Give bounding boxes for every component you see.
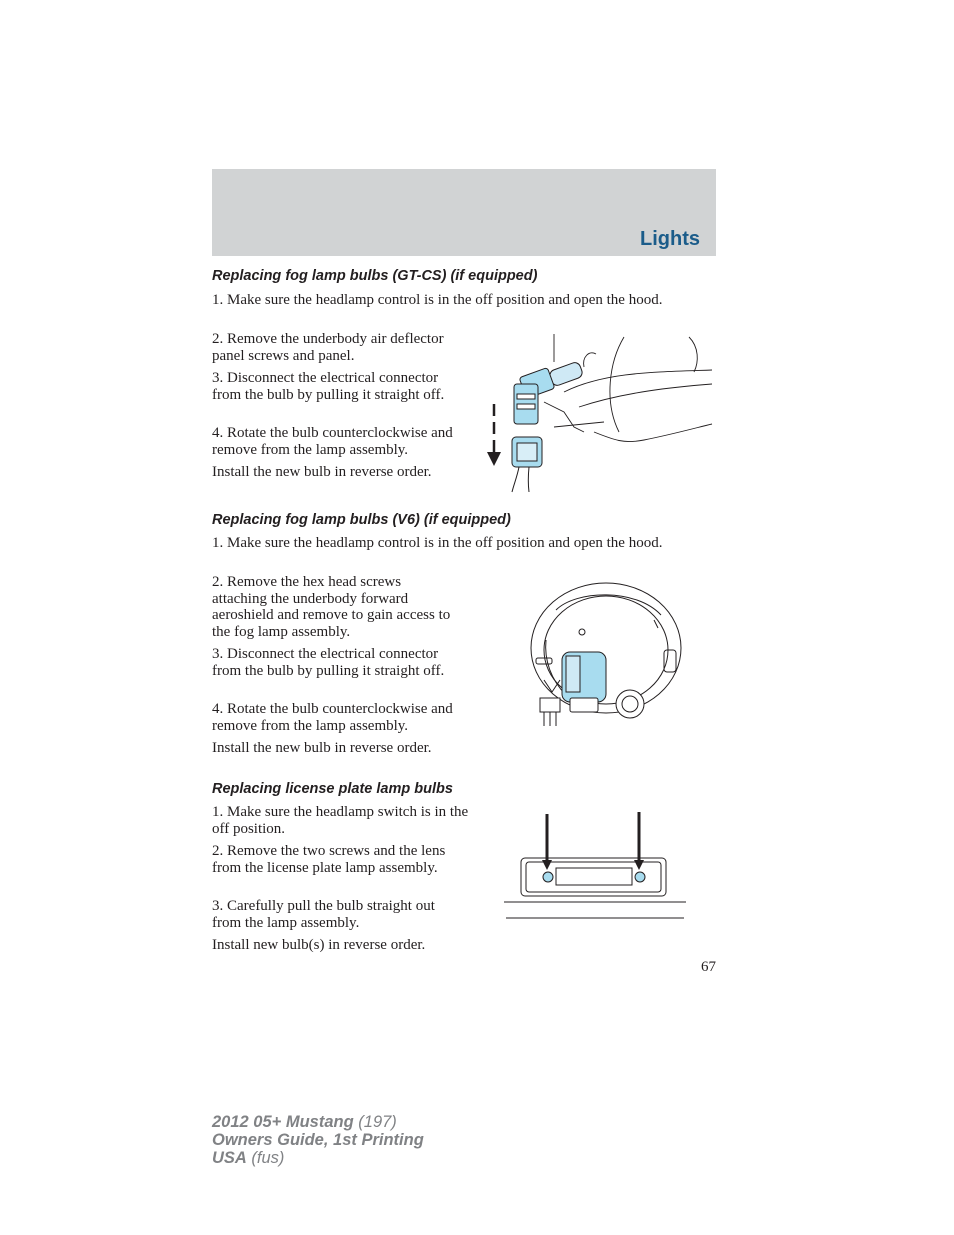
gtcs-step-install: Install the new bulb in reverse order.	[212, 464, 432, 480]
v6-step-1: 1. Make sure the headlamp control is in the off position and open the hood.	[212, 535, 663, 551]
section-title-v6: Replacing fog lamp bulbs (V6) (if equipped)	[212, 512, 511, 528]
footer-model: 2012 05+ Mustang	[212, 1113, 354, 1131]
gtcs-step-1: 1. Make sure the headlamp control is in the off position and open the hood.	[212, 292, 663, 308]
gtcs-step-4: 4. Rotate the bulb counterclockwise and remove from the lamp assembly.	[212, 425, 453, 458]
footer-market-code: (fus)	[246, 1149, 285, 1167]
v6-step-install: Install the new bulb in reverse order.	[212, 740, 432, 756]
gtcs-fog-lamp-illustration	[484, 332, 716, 494]
gtcs-step-3: 3. Disconnect the electrical connector from the bulb by pulling it straight off.	[212, 370, 445, 403]
footer-market: USA	[212, 1149, 247, 1167]
section-title-license: Replacing license plate lamp bulbs	[212, 781, 453, 797]
license-step-3: 3. Carefully pull the bulb straight out from the lamp assembly.	[212, 898, 435, 931]
v6-step-4: 4. Rotate the bulb counterclockwise and remove from the lamp assembly.	[212, 701, 453, 734]
page-number: 67	[701, 959, 716, 975]
footer-model-code: (197)	[353, 1113, 397, 1131]
license-step-1: 1. Make sure the headlamp switch is in the off position.	[212, 804, 469, 837]
v6-step-2: 2. Remove the hex head screws attaching the underbody forward aeroshield and remove to gain access to the fog lamp assembly.	[212, 574, 451, 640]
footer-line-2	[212, 1131, 424, 1149]
chapter-header-band	[212, 169, 716, 256]
license-step-2: 2. Remove the two screws and the lens from the license plate lamp assembly.	[212, 843, 446, 876]
chapter-title: Lights	[640, 228, 700, 250]
v6-step-3: 3. Disconnect the electrical connector from the bulb by pulling it straight off.	[212, 646, 445, 679]
footer-guide: Owners Guide, 1st Printing	[212, 1131, 424, 1149]
v6-fog-lamp-illustration	[526, 580, 684, 732]
section-title-gtcs: Replacing fog lamp bulbs (GT-CS) (if equipped)	[212, 268, 538, 284]
license-step-install: Install new bulb(s) in reverse order.	[212, 937, 426, 953]
document-footer	[212, 1113, 424, 1167]
footer-line-3	[212, 1149, 424, 1167]
license-plate-lamp-illustration	[504, 810, 686, 922]
gtcs-step-2: 2. Remove the underbody air deflector panel screws and panel.	[212, 331, 444, 364]
footer-line-1	[212, 1113, 424, 1131]
